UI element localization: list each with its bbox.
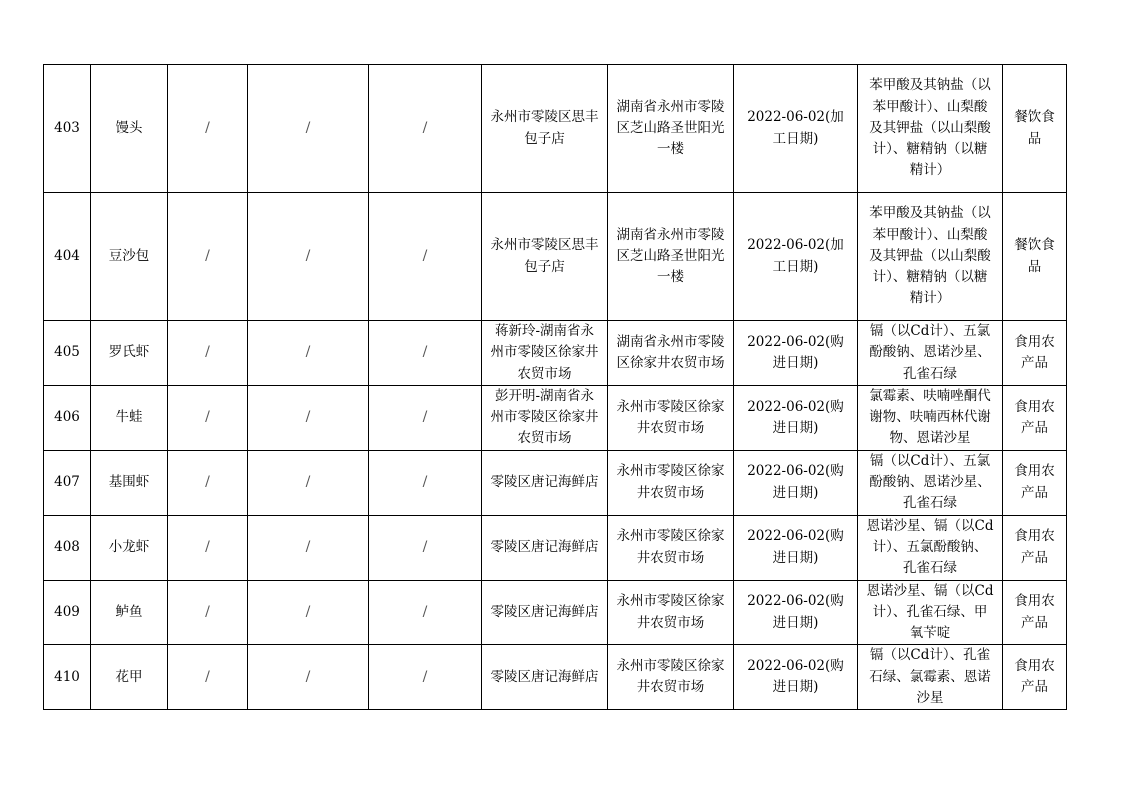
row-number: 409 — [44, 580, 91, 645]
table-row — [44, 450, 1067, 515]
row-number: 408 — [44, 515, 91, 580]
seller-name: 零陵区唐记海鲜店 — [482, 580, 608, 645]
test-items: 苯甲酸及其钠盐（以苯甲酸计）、山梨酸及其钾盐（以山梨酸计）、糖精钠（以糖精计） — [858, 65, 1003, 193]
production-date: 2022-06-02(购进日期) — [734, 385, 858, 450]
spec-cell: / — [168, 645, 248, 710]
seller-address: 永州市零陵区徐家井农贸市场 — [608, 645, 734, 710]
brand-cell: / — [248, 515, 369, 580]
food-category: 食用农产品 — [1003, 321, 1067, 386]
spec-cell: / — [168, 193, 248, 321]
seller-address: 湖南省永州市零陵区芝山路圣世阳光一楼 — [608, 65, 734, 193]
manufacturer-cell: / — [369, 645, 482, 710]
seller-name: 蒋新玲-湖南省永州市零陵区徐家井农贸市场 — [482, 321, 608, 386]
brand-cell: / — [248, 385, 369, 450]
seller-address: 湖南省永州市零陵区徐家井农贸市场 — [608, 321, 734, 386]
test-items: 镉（以Cd计）、五氯酚酸钠、恩诺沙星、孔雀石绿 — [858, 450, 1003, 515]
food-category: 食用农产品 — [1003, 450, 1067, 515]
production-date: 2022-06-02(购进日期) — [734, 450, 858, 515]
manufacturer-cell: / — [369, 65, 482, 193]
production-date: 2022-06-02(购进日期) — [734, 321, 858, 386]
seller-address: 永州市零陵区徐家井农贸市场 — [608, 385, 734, 450]
food-category: 食用农产品 — [1003, 385, 1067, 450]
seller-name: 彭开明-湖南省永州市零陵区徐家井农贸市场 — [482, 385, 608, 450]
row-number: 407 — [44, 450, 91, 515]
brand-cell: / — [248, 645, 369, 710]
food-category: 餐饮食品 — [1003, 65, 1067, 193]
test-items: 苯甲酸及其钠盐（以苯甲酸计）、山梨酸及其钾盐（以山梨酸计）、糖精钠（以糖精计） — [858, 193, 1003, 321]
seller-name: 零陵区唐记海鲜店 — [482, 450, 608, 515]
seller-name: 永州市零陵区思丰包子店 — [482, 65, 608, 193]
row-number: 403 — [44, 65, 91, 193]
table-row — [44, 645, 1067, 710]
seller-address: 永州市零陵区徐家井农贸市场 — [608, 515, 734, 580]
table-row — [44, 193, 1067, 321]
table-row — [44, 65, 1067, 193]
row-number: 406 — [44, 385, 91, 450]
seller-name: 零陵区唐记海鲜店 — [482, 645, 608, 710]
spec-cell: / — [168, 321, 248, 386]
product-name: 罗氏虾 — [91, 321, 168, 386]
food-category: 餐饮食品 — [1003, 193, 1067, 321]
product-name: 馒头 — [91, 65, 168, 193]
production-date: 2022-06-02(购进日期) — [734, 580, 858, 645]
manufacturer-cell: / — [369, 193, 482, 321]
product-name: 小龙虾 — [91, 515, 168, 580]
test-items: 恩诺沙星、镉（以Cd计）、孔雀石绿、甲氧苄啶 — [858, 580, 1003, 645]
production-date: 2022-06-02(加工日期) — [734, 65, 858, 193]
manufacturer-cell: / — [369, 580, 482, 645]
spec-cell: / — [168, 450, 248, 515]
product-name: 基围虾 — [91, 450, 168, 515]
food-category: 食用农产品 — [1003, 645, 1067, 710]
brand-cell: / — [248, 193, 369, 321]
seller-address: 湖南省永州市零陵区芝山路圣世阳光一楼 — [608, 193, 734, 321]
production-date: 2022-06-02(购进日期) — [734, 515, 858, 580]
brand-cell: / — [248, 65, 369, 193]
spec-cell: / — [168, 385, 248, 450]
test-items: 镉（以Cd计）、孔雀石绿、氯霉素、恩诺沙星 — [858, 645, 1003, 710]
brand-cell: / — [248, 450, 369, 515]
table-row — [44, 580, 1067, 645]
table-row — [44, 321, 1067, 386]
food-category: 食用农产品 — [1003, 515, 1067, 580]
test-items: 镉（以Cd计）、五氯酚酸钠、恩诺沙星、孔雀石绿 — [858, 321, 1003, 386]
manufacturer-cell: / — [369, 450, 482, 515]
manufacturer-cell: / — [369, 385, 482, 450]
brand-cell: / — [248, 580, 369, 645]
spec-cell: / — [168, 515, 248, 580]
production-date: 2022-06-02(购进日期) — [734, 645, 858, 710]
seller-name: 零陵区唐记海鲜店 — [482, 515, 608, 580]
table-row — [44, 385, 1067, 450]
test-items: 恩诺沙星、镉（以Cd计）、五氯酚酸钠、孔雀石绿 — [858, 515, 1003, 580]
product-name: 豆沙包 — [91, 193, 168, 321]
product-name: 牛蛙 — [91, 385, 168, 450]
sampling-table — [43, 64, 1067, 710]
seller-address: 永州市零陵区徐家井农贸市场 — [608, 450, 734, 515]
production-date: 2022-06-02(加工日期) — [734, 193, 858, 321]
table-row — [44, 515, 1067, 580]
spec-cell: / — [168, 65, 248, 193]
seller-address: 永州市零陵区徐家井农贸市场 — [608, 580, 734, 645]
spec-cell: / — [168, 580, 248, 645]
row-number: 404 — [44, 193, 91, 321]
manufacturer-cell: / — [369, 321, 482, 386]
row-number: 405 — [44, 321, 91, 386]
brand-cell: / — [248, 321, 369, 386]
row-number: 410 — [44, 645, 91, 710]
manufacturer-cell: / — [369, 515, 482, 580]
product-name: 鲈鱼 — [91, 580, 168, 645]
product-name: 花甲 — [91, 645, 168, 710]
test-items: 氯霉素、呋喃唑酮代谢物、呋喃西林代谢物、恩诺沙星 — [858, 385, 1003, 450]
seller-name: 永州市零陵区思丰包子店 — [482, 193, 608, 321]
food-category: 食用农产品 — [1003, 580, 1067, 645]
